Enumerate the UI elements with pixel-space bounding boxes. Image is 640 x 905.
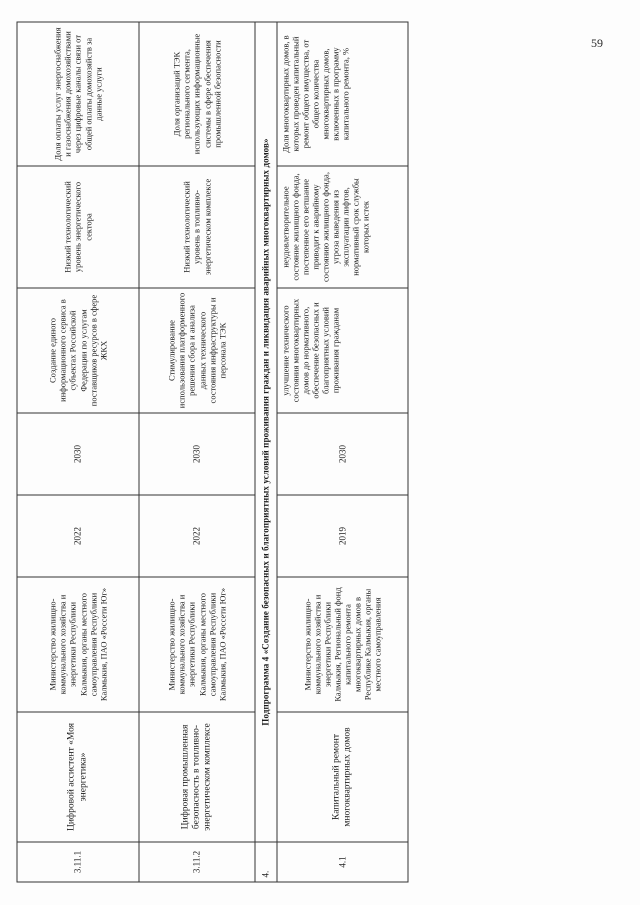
row-number: 3.11.1 — [17, 842, 139, 882]
table-row — [139, 22, 255, 882]
measure-title: Цифровая промышленная безопасность в топливно-энергетическом комплексе — [139, 712, 255, 842]
indicator-cell: Доля организаций ТЭК регионального сегмента, использующих информационные системы в сфере обеспечения промышленной безопасности — [139, 22, 255, 166]
start-year: 2022 — [139, 495, 255, 577]
executor-cell: Министерство жилищно-коммунального хозяйства и энергетики Республики Калмыкия, органы местного самоуправления Республики Калмыкия, ПАО «Россети Юг» — [139, 577, 255, 712]
end-year: 2030 — [139, 413, 255, 495]
executor-cell: Министерство жилищно-коммунального хозяйства и энергетики Республики Калмыкия, Региональный фонд капитального ремонта многоквартирных домов в Республике Калмыкия, органы местного самоуправления — [277, 577, 408, 712]
end-year: 2030 — [277, 413, 408, 495]
consequence-cell: Низкий технологический уровень энергетического сектора — [17, 166, 139, 288]
rotated-table-frame — [16, 22, 407, 882]
indicator-cell: Доля многоквартирных домов, в которых проведен капитальный ремонт общего имущества, от общего количества многоквартирных домов, включенных в программу капитального ремонта, % — [277, 22, 408, 166]
measure-title: Цифровой ассистент «Моя энергетика» — [17, 712, 139, 842]
row-number: 3.11.2 — [139, 842, 255, 882]
start-year: 2022 — [17, 495, 139, 577]
subprogram-row — [255, 22, 277, 882]
expected-result: Создание единого информационного сервиса в субъектах Российской Федерации по услугам поставщиков ресурсов в сфере ЖКХ — [17, 288, 139, 413]
executor-cell: Министерство жилищно-коммунального хозяйства и энергетики Республики Калмыкия, органы местного самоуправления Республики Калмыкия, ПАО «Россети Юг» — [17, 577, 139, 712]
subprogram-heading: Подпрограмма 4 «Создание безопасных и благоприятных условий проживания граждан и ликвидация аварийных многоквартирных домов» — [255, 22, 277, 842]
page-number: 59 — [591, 36, 603, 50]
subprogram-number: 4. — [255, 842, 277, 882]
table-row — [277, 22, 408, 882]
end-year: 2030 — [17, 413, 139, 495]
measure-title: Капитальный ремонт многоквартирных домов — [277, 712, 408, 842]
table-row — [17, 22, 139, 882]
row-number: 4.1 — [277, 842, 408, 882]
consequence-cell: Низкий технологический уровень в топливно-энергетическом комплексе — [139, 166, 255, 288]
expected-result: Стимулирование использования платформенного решения сбора и анализа данных технического состояния инфраструктуры и персонала ТЭК — [139, 288, 255, 413]
indicator-cell: Доля оплаты услуг энергоснабжения и газоснабжения домохозяйствами через цифровые каналы связи от общей оплаты домохозяйств за данные услуги — [17, 22, 139, 166]
measures-table — [16, 21, 408, 882]
expected-result: улучшение технического состояния многоквартирных домов до нормативного, обеспечение безопасных и благоприятных условий проживания гражданам — [277, 288, 408, 413]
start-year: 2019 — [277, 495, 408, 577]
consequence-cell: неудовлетворительное состояние жилищного фонда, постепенное его ветшание приводит к аварийному состоянию жилищного фонда, угроза выведения из эксплуатации лифтов, нормативный срок службы которых истек — [277, 166, 408, 288]
